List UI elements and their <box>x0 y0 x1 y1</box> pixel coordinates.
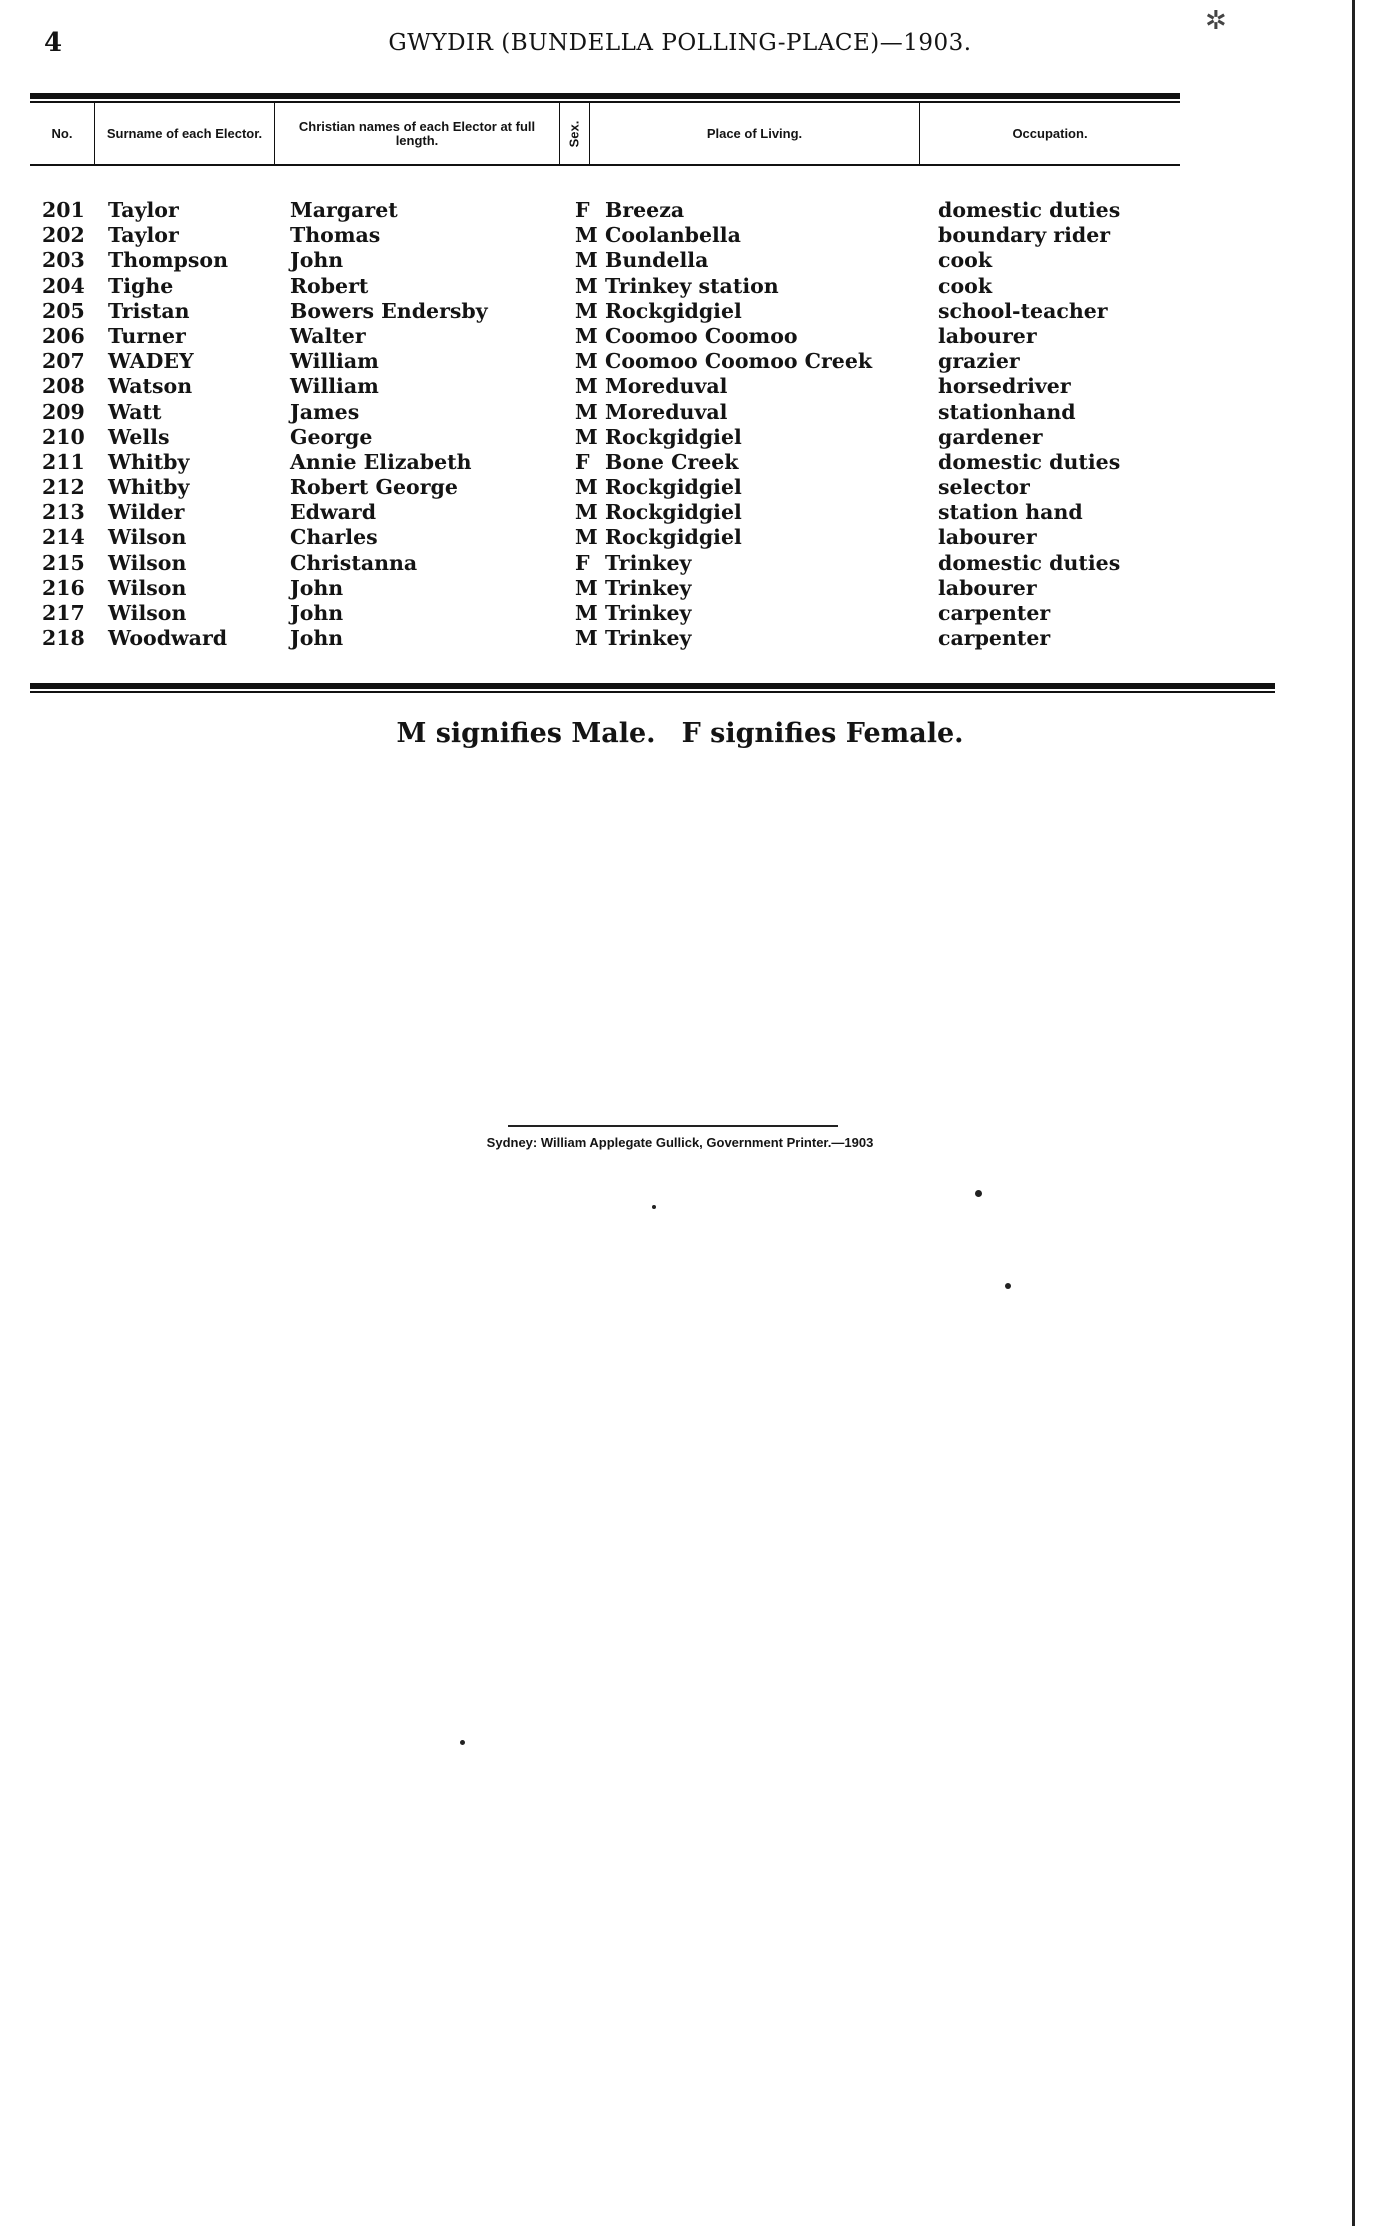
elector-christian-names: Robert George <box>290 475 458 500</box>
elector-sex: M <box>575 475 598 500</box>
elector-christian-names: John <box>290 575 344 600</box>
elector-number: 203 <box>42 248 85 273</box>
table-row <box>0 400 1382 425</box>
elector-sex: M <box>575 424 598 449</box>
elector-number: 217 <box>42 601 85 625</box>
print-speck <box>975 1190 982 1197</box>
elector-surname: Wilder <box>108 500 185 525</box>
table-row <box>0 274 1382 299</box>
elector-place-of-living: Rockgidgiel <box>605 298 742 323</box>
elector-place-of-living: Rockgidgiel <box>605 475 742 500</box>
elector-place-of-living: Trinkey <box>605 550 692 575</box>
elector-place-of-living: Coomoo Coomoo Creek <box>605 349 873 374</box>
elector-sex: M <box>575 223 598 248</box>
elector-surname: Watt <box>108 399 162 424</box>
imprint-rule <box>508 1125 838 1127</box>
elector-place-of-living: Trinkey <box>605 626 692 651</box>
elector-number: 216 <box>42 575 85 600</box>
elector-sex: M <box>575 575 598 600</box>
elector-christian-names: John <box>290 248 344 273</box>
elector-christian-names: Bowers Endersby <box>290 298 488 323</box>
elector-sex: M <box>575 323 598 348</box>
column-header-no: No. <box>30 103 95 165</box>
elector-occupation: domestic duties <box>938 550 1121 575</box>
elector-sex: M <box>575 349 598 374</box>
elector-number: 214 <box>42 525 85 550</box>
elector-surname: Watson <box>108 374 193 399</box>
elector-place-of-living: Trinkey <box>605 601 692 625</box>
elector-surname: Wilson <box>108 601 187 625</box>
elector-occupation: domestic duties <box>938 198 1121 222</box>
elector-christian-names: Robert <box>290 273 369 298</box>
elector-occupation: cook <box>938 273 993 298</box>
legend-male: M signifies Male. <box>396 718 656 749</box>
column-header-christian-names: Christian names of each Elector at full length. <box>275 103 560 165</box>
print-speck <box>652 1205 656 1209</box>
elector-christian-names: John <box>290 626 344 651</box>
elector-place-of-living: Bundella <box>605 248 709 273</box>
elector-occupation: selector <box>938 475 1030 500</box>
elector-surname: Taylor <box>108 223 179 248</box>
elector-sex: M <box>575 601 598 625</box>
elector-sex: M <box>575 399 598 424</box>
elector-place-of-living: Moreduval <box>605 374 728 399</box>
elector-number: 209 <box>42 399 85 424</box>
elector-surname: Tristan <box>108 298 190 323</box>
elector-christian-names: John <box>290 601 344 625</box>
elector-christian-names: Margaret <box>290 198 398 222</box>
elector-occupation: labourer <box>938 323 1037 348</box>
elector-sex: M <box>575 626 598 651</box>
page-edge-line <box>1352 0 1355 2226</box>
elector-sex: M <box>575 500 598 525</box>
table-row <box>0 576 1382 601</box>
elector-place-of-living: Trinkey <box>605 575 692 600</box>
header-bottom-rule <box>30 164 1180 166</box>
elector-occupation: gardener <box>938 424 1043 449</box>
table-row <box>0 551 1382 576</box>
elector-occupation: grazier <box>938 349 1020 374</box>
table-row <box>0 248 1382 273</box>
print-speck <box>460 1740 465 1745</box>
elector-surname: Woodward <box>108 626 228 651</box>
electors-table <box>0 198 1382 651</box>
elector-sex: F <box>575 449 590 474</box>
elector-number: 215 <box>42 550 85 575</box>
elector-occupation: station hand <box>938 500 1083 525</box>
elector-number: 211 <box>42 449 85 474</box>
elector-sex: M <box>575 374 598 399</box>
table-row <box>0 198 1382 223</box>
table-row <box>0 450 1382 475</box>
legend-female: F signifies Female. <box>681 718 964 749</box>
column-header-sex <box>560 103 590 165</box>
elector-number: 212 <box>42 475 85 500</box>
elector-occupation: boundary rider <box>938 223 1111 248</box>
table-row <box>0 223 1382 248</box>
printer-imprint: Sydney: William Applegate Gullick, Government Printer.—1903 <box>486 1135 874 1150</box>
elector-surname: Turner <box>108 323 186 348</box>
elector-place-of-living: Breeza <box>605 198 685 222</box>
column-header-occupation: Occupation. <box>1012 126 1088 141</box>
elector-christian-names: James <box>290 399 360 424</box>
elector-surname: WADEY <box>108 349 194 374</box>
elector-occupation: carpenter <box>938 626 1051 651</box>
print-speck <box>1005 1283 1011 1289</box>
elector-occupation: labourer <box>938 525 1037 550</box>
elector-number: 201 <box>42 198 85 222</box>
elector-number: 206 <box>42 323 85 348</box>
elector-surname: Whitby <box>108 475 190 500</box>
table-row <box>0 475 1382 500</box>
elector-sex: M <box>575 248 598 273</box>
bottom-thin-rule <box>30 691 1275 693</box>
page-number: 4 <box>44 28 63 58</box>
table-row <box>0 349 1382 374</box>
elector-christian-names: William <box>290 374 379 399</box>
column-header-surname: Surname of each Elector. <box>95 103 275 165</box>
elector-christian-names: Thomas <box>290 223 381 248</box>
elector-sex: M <box>575 298 598 323</box>
column-header-row <box>30 103 1180 165</box>
table-row <box>0 500 1382 525</box>
sex-legend <box>280 718 1080 749</box>
elector-place-of-living: Coomoo Coomoo <box>605 323 798 348</box>
table-row <box>0 299 1382 324</box>
elector-place-of-living: Coolanbella <box>605 223 741 248</box>
elector-number: 210 <box>42 424 85 449</box>
elector-place-of-living: Moreduval <box>605 399 728 424</box>
elector-christian-names: Edward <box>290 500 377 525</box>
elector-occupation: horsedriver <box>938 374 1071 399</box>
elector-christian-names: Christanna <box>290 550 418 575</box>
elector-place-of-living: Trinkey station <box>605 273 779 298</box>
elector-number: 207 <box>42 349 85 374</box>
elector-place-of-living: Rockgidgiel <box>605 424 742 449</box>
elector-surname: Wells <box>108 424 170 449</box>
elector-place-of-living: Rockgidgiel <box>605 525 742 550</box>
page-title: GWYDIR (BUNDELLA POLLING-PLACE)—1903. <box>388 30 972 56</box>
elector-surname: Thompson <box>108 248 228 273</box>
table-row <box>0 374 1382 399</box>
column-header-sex-label: Sex. <box>566 120 582 148</box>
elector-christian-names: Charles <box>290 525 378 550</box>
elector-number: 204 <box>42 273 85 298</box>
elector-number: 208 <box>42 374 85 399</box>
elector-christian-names: George <box>290 424 373 449</box>
bottom-thick-rule <box>30 683 1275 689</box>
elector-place-of-living: Bone Creek <box>605 449 739 474</box>
elector-sex: F <box>575 198 590 222</box>
table-row <box>0 601 1382 626</box>
column-header-place: Place of Living. <box>590 103 920 165</box>
elector-christian-names: Walter <box>290 323 366 348</box>
elector-number: 218 <box>42 626 85 651</box>
elector-occupation: domestic duties <box>938 449 1121 474</box>
elector-surname: Wilson <box>108 550 187 575</box>
table-row <box>0 525 1382 550</box>
elector-number: 202 <box>42 223 85 248</box>
elector-surname: Wilson <box>108 525 187 550</box>
elector-sex: F <box>575 550 590 575</box>
corner-mark-icon: ✲ <box>1205 6 1227 36</box>
table-row <box>0 425 1382 450</box>
elector-surname: Taylor <box>108 198 179 222</box>
table-row <box>0 324 1382 349</box>
elector-occupation: labourer <box>938 575 1037 600</box>
elector-sex: M <box>575 525 598 550</box>
elector-occupation: cook <box>938 248 993 273</box>
elector-christian-names: William <box>290 349 379 374</box>
elector-place-of-living: Rockgidgiel <box>605 500 742 525</box>
table-row <box>0 626 1382 651</box>
elector-surname: Whitby <box>108 449 190 474</box>
elector-christian-names: Annie Elizabeth <box>290 449 472 474</box>
elector-occupation: carpenter <box>938 601 1051 625</box>
top-thick-rule <box>30 93 1180 99</box>
elector-occupation: school-teacher <box>938 298 1108 323</box>
elector-occupation: stationhand <box>938 399 1076 424</box>
elector-surname: Tighe <box>108 273 174 298</box>
elector-number: 213 <box>42 500 85 525</box>
elector-surname: Wilson <box>108 575 187 600</box>
elector-sex: M <box>575 273 598 298</box>
elector-number: 205 <box>42 298 85 323</box>
